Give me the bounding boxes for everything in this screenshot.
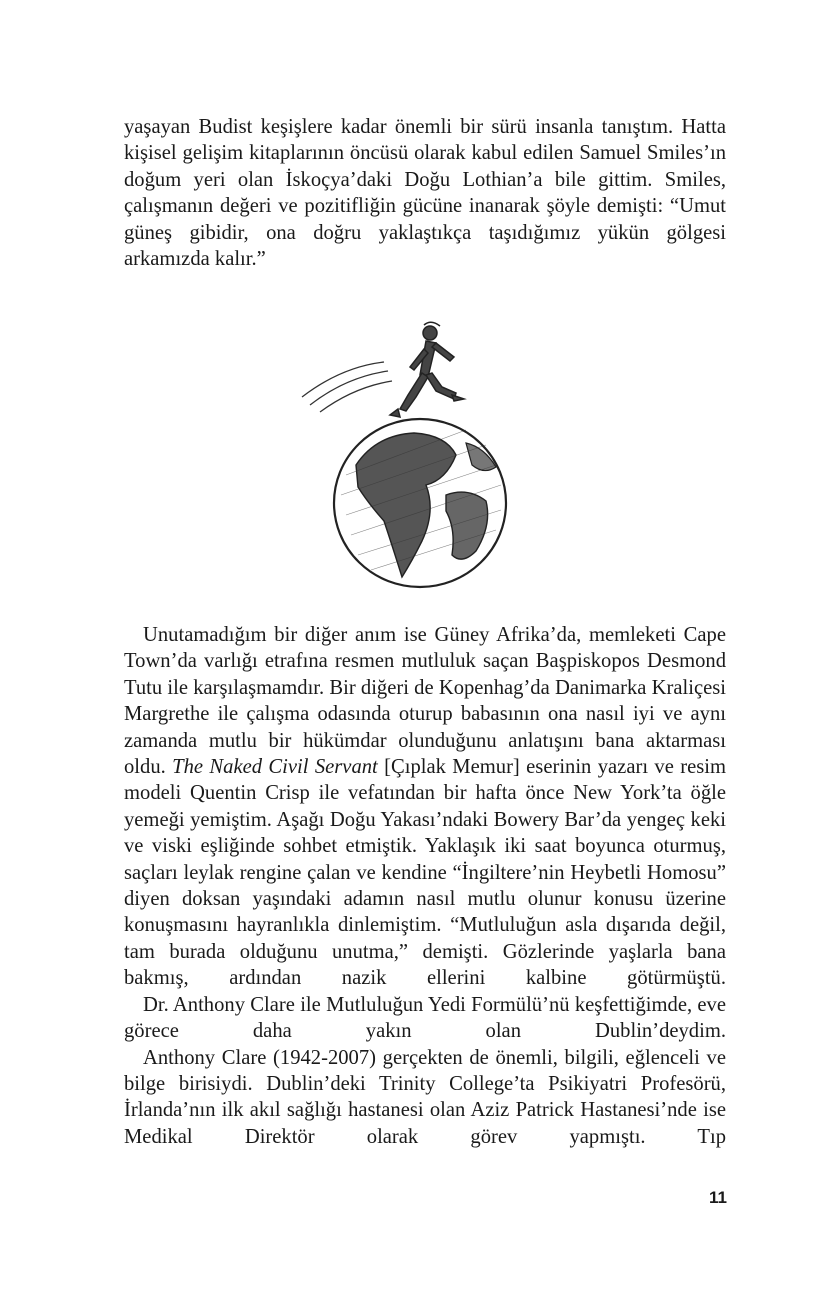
page-number: 11 xyxy=(709,1188,727,1207)
text-line: Smiles’ın doğum yeri olan İskoçya’daki Doğu Lothian’a bile gittim. xyxy=(124,142,726,191)
bottom-text xyxy=(124,622,726,1150)
text-line: demişti: “Umut güneş gibidir, ona doğru yaklaştıkça taşıdığımız xyxy=(124,195,726,244)
paragraph-desmond-tutu xyxy=(124,622,726,992)
paragraph-anthony-clare-dublin: Dr. Anthony Clare ile Mutluluğun Yedi Formülü’nü keşfettiğimde, eve görece daha yakın olan Dublin’deydim. xyxy=(124,993,726,1043)
text-line: yükün gölgesi arkamızda kalır.” xyxy=(124,221,726,271)
text-line: yaşayan Budist keşişlere kadar önemli bir sürü insanla tanıştım. xyxy=(124,116,674,138)
top-paragraph xyxy=(124,114,726,272)
paragraph-text-part1: Unutamadığım bir diğer anım ise Güney Afrika’da, memleketi Cape Town’da varlığı etrafına resmen mutluluk saçan Başpiskopos Desmond Tutu ile karşılaşmamdır. Bir diğeri de Kopenhag’da Danimarka Kraliçesi Margrethe ile çalışma odasında oturup babasının ona nasıl iyi ve aynı zamanda mutlu bir hükümdar olunduğunu anlatışını bana aktarması oldu. xyxy=(124,624,726,779)
text-line: Smiles, çalışmanın değeri ve pozitifliğin gücüne inanarak şöyle xyxy=(124,168,726,218)
text-line: Hatta kişisel gelişim kitaplarının öncüsü olarak kabul edilen Samuel xyxy=(124,116,726,165)
book-title-italic: The Naked Civil Servant xyxy=(172,756,378,779)
paragraph-text-part2: [Çıplak Memur] eserinin yazarı ve resim modeli Quentin Crisp ile vefatından bir hafta önce New York’ta öğle yemeği yemiştim. Aşağı Doğu Yakası’ndaki Bowery Bar’da yengeç keki ve viski eşliğinde sohbet etmiştik. Yaklaşık iki saat boyunca oturmuş, saçları leylak rengine çalan ve kendine “İngiltere’nin Heybetli Homosu” diyen doksan yaşındaki adamın nasıl mutlu olunur konusu üzerine konuşmasını hayranlıkla dinlemiştim. “Mutluluğun asla dışarıda değil, tam burada olduğunu unutma,” demişti. Gözlerinde yaşlarla bana bakmış, ardından nazik ellerini kalbine götürmüştü. xyxy=(124,756,726,990)
top-paragraph-text xyxy=(124,114,726,272)
man-walking-on-globe-illustration xyxy=(296,315,526,605)
paragraph-anthony-clare-bio: Anthony Clare (1942-2007) gerçekten de önemli, bilgili, eğlenceli ve bilge birisiydi. Dublin’deki Trinity College’ta Psikiyatri Profesörü, İrlanda’nın ilk akıl sağlığı hastanesi olan Aziz Patrick Hastanesi’nde ise Medikal Direktör olarak görev yapmıştı. Tıp xyxy=(124,1046,726,1148)
man-walking-on-globe-sketch-icon xyxy=(296,315,526,605)
